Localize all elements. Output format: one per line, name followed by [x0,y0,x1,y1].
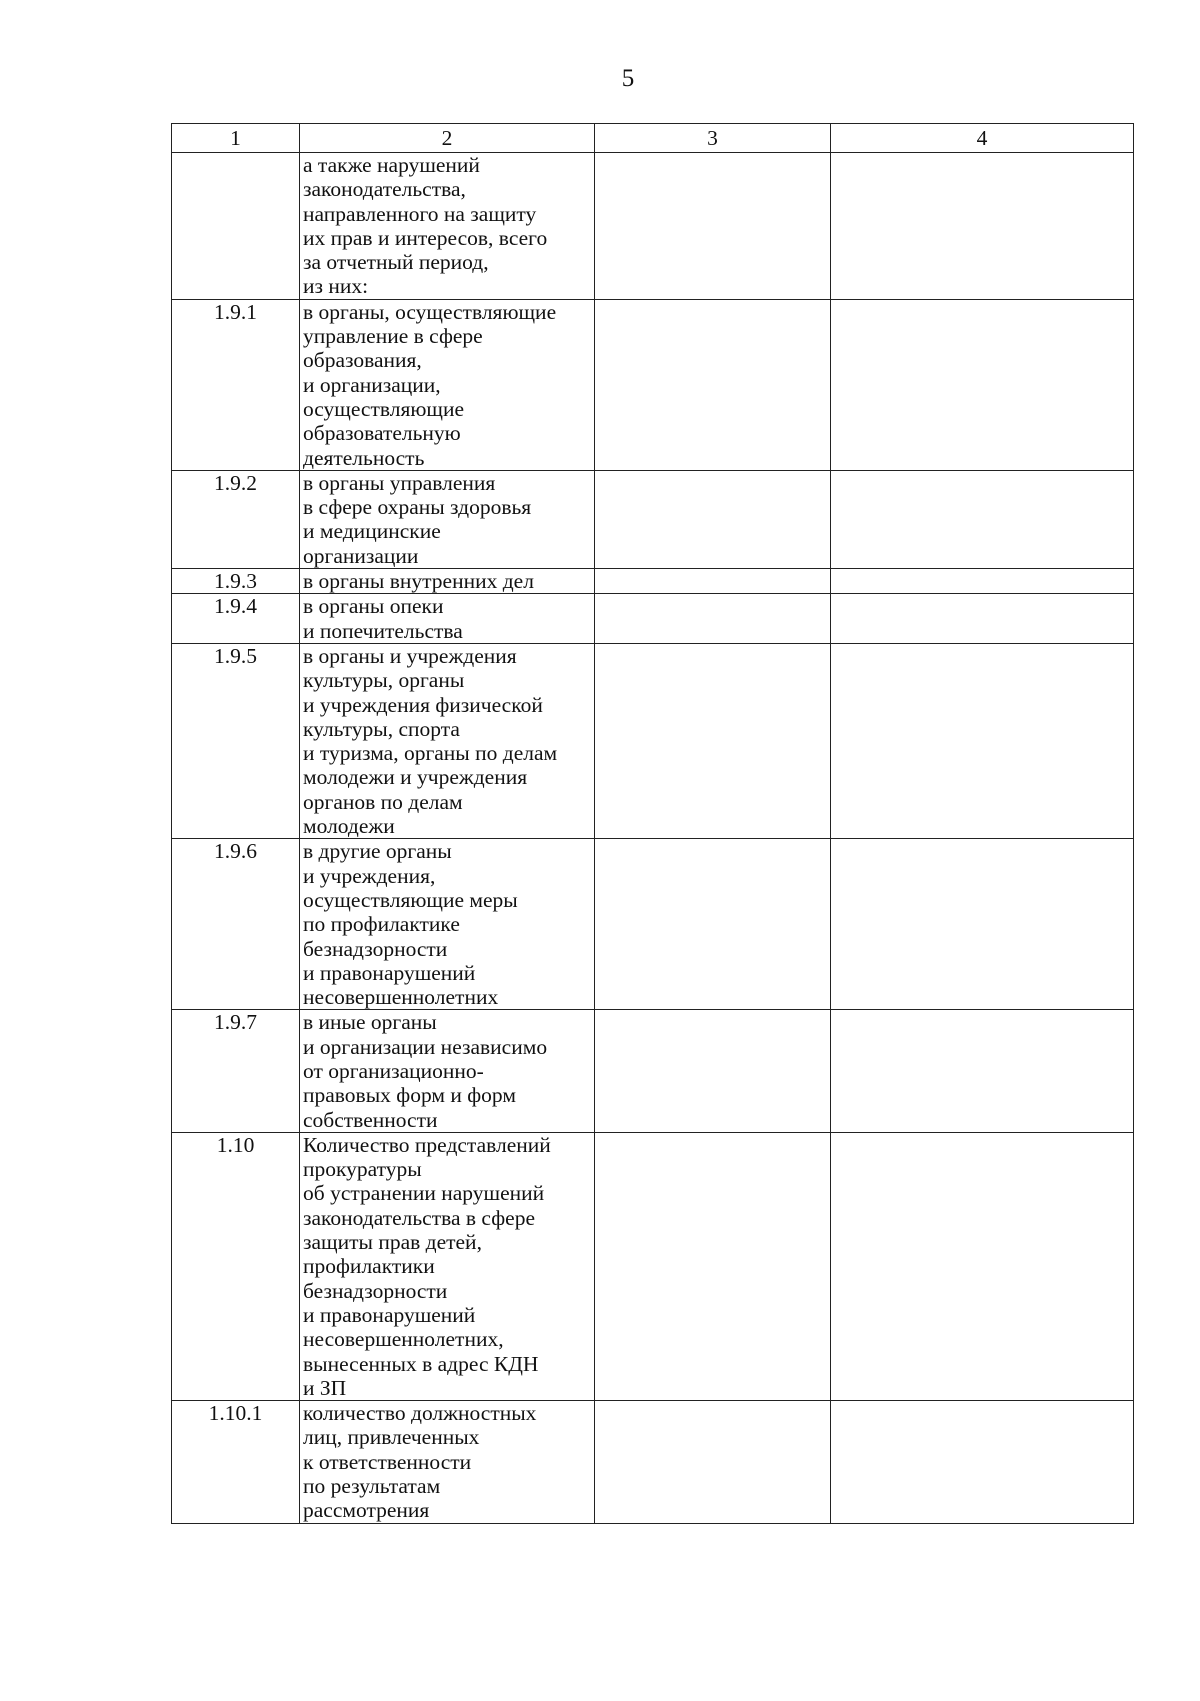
table-row [172,153,1134,300]
table-row [172,594,1134,644]
row-number: 1.9.6 [172,839,300,1010]
row-number: 1.9.1 [172,299,300,470]
header-col-4: 4 [831,124,1134,153]
row-value-col-4 [831,839,1134,1010]
row-description: в иные органы и организации независимо от организационно- правовых форм и форм собственности [300,1010,595,1132]
row-value-col-4 [831,470,1134,568]
header-col-2: 2 [300,124,595,153]
row-number: 1.9.7 [172,1010,300,1132]
row-number: 1.9.5 [172,643,300,838]
row-value-col-4 [831,1132,1134,1400]
table-row [172,1132,1134,1400]
row-value-col-3 [595,470,831,568]
row-value-col-3 [595,569,831,594]
page-number: 5 [621,65,635,92]
table-row [172,1010,1134,1132]
header-col-1: 1 [172,124,300,153]
row-value-col-4 [831,1401,1134,1523]
row-value-col-4 [831,569,1134,594]
header-col-3: 3 [595,124,831,153]
row-value-col-3 [595,839,831,1010]
table-row [172,299,1134,470]
table-header-row [172,124,1134,153]
table-row [172,470,1134,568]
table-row [172,569,1134,594]
row-number: 1.9.4 [172,594,300,644]
row-description: в другие органы и учреждения, осуществляющие меры по профилактике безнадзорности и правонарушений несовершеннолетних [300,839,595,1010]
row-value-col-3 [595,594,831,644]
table-row [172,1401,1134,1523]
row-value-col-3 [595,299,831,470]
row-number: 1.9.2 [172,470,300,568]
row-description: а также нарушений законодательства, направленного на защиту их прав и интересов, всего за отчетный период, из них: [300,153,595,300]
row-description: Количество представлений прокуратуры об устранении нарушений законодательства в сфере защиты прав детей, профилактики безнадзорности и правонарушений несовершеннолетних, вынесенных в адрес КДН и ЗП [300,1132,595,1400]
row-value-col-3 [595,643,831,838]
row-description: в органы внутренних дел [300,569,595,594]
row-description: в органы, осуществляющие управление в сфере образования, и организации, осуществляющие образовательную деятельность [300,299,595,470]
row-number: 1.9.3 [172,569,300,594]
row-number [172,153,300,300]
row-value-col-4 [831,594,1134,644]
row-value-col-4 [831,643,1134,838]
row-value-col-3 [595,1132,831,1400]
table-row [172,839,1134,1010]
report-table [171,123,1134,1524]
row-value-col-4 [831,299,1134,470]
table-row [172,643,1134,838]
row-value-col-3 [595,1010,831,1132]
row-description: количество должностных лиц, привлеченных к ответственности по результатам рассмотрения [300,1401,595,1523]
row-number: 1.10 [172,1132,300,1400]
row-description: в органы управления в сфере охраны здоровья и медицинские организации [300,470,595,568]
row-value-col-3 [595,153,831,300]
row-value-col-3 [595,1401,831,1523]
row-description: в органы опеки и попечительства [300,594,595,644]
row-description: в органы и учреждения культуры, органы и учреждения физической культуры, спорта и туризма, органы по делам молодежи и учреждения органов по делам молодежи [300,643,595,838]
row-value-col-4 [831,153,1134,300]
row-value-col-4 [831,1010,1134,1132]
row-number: 1.10.1 [172,1401,300,1523]
